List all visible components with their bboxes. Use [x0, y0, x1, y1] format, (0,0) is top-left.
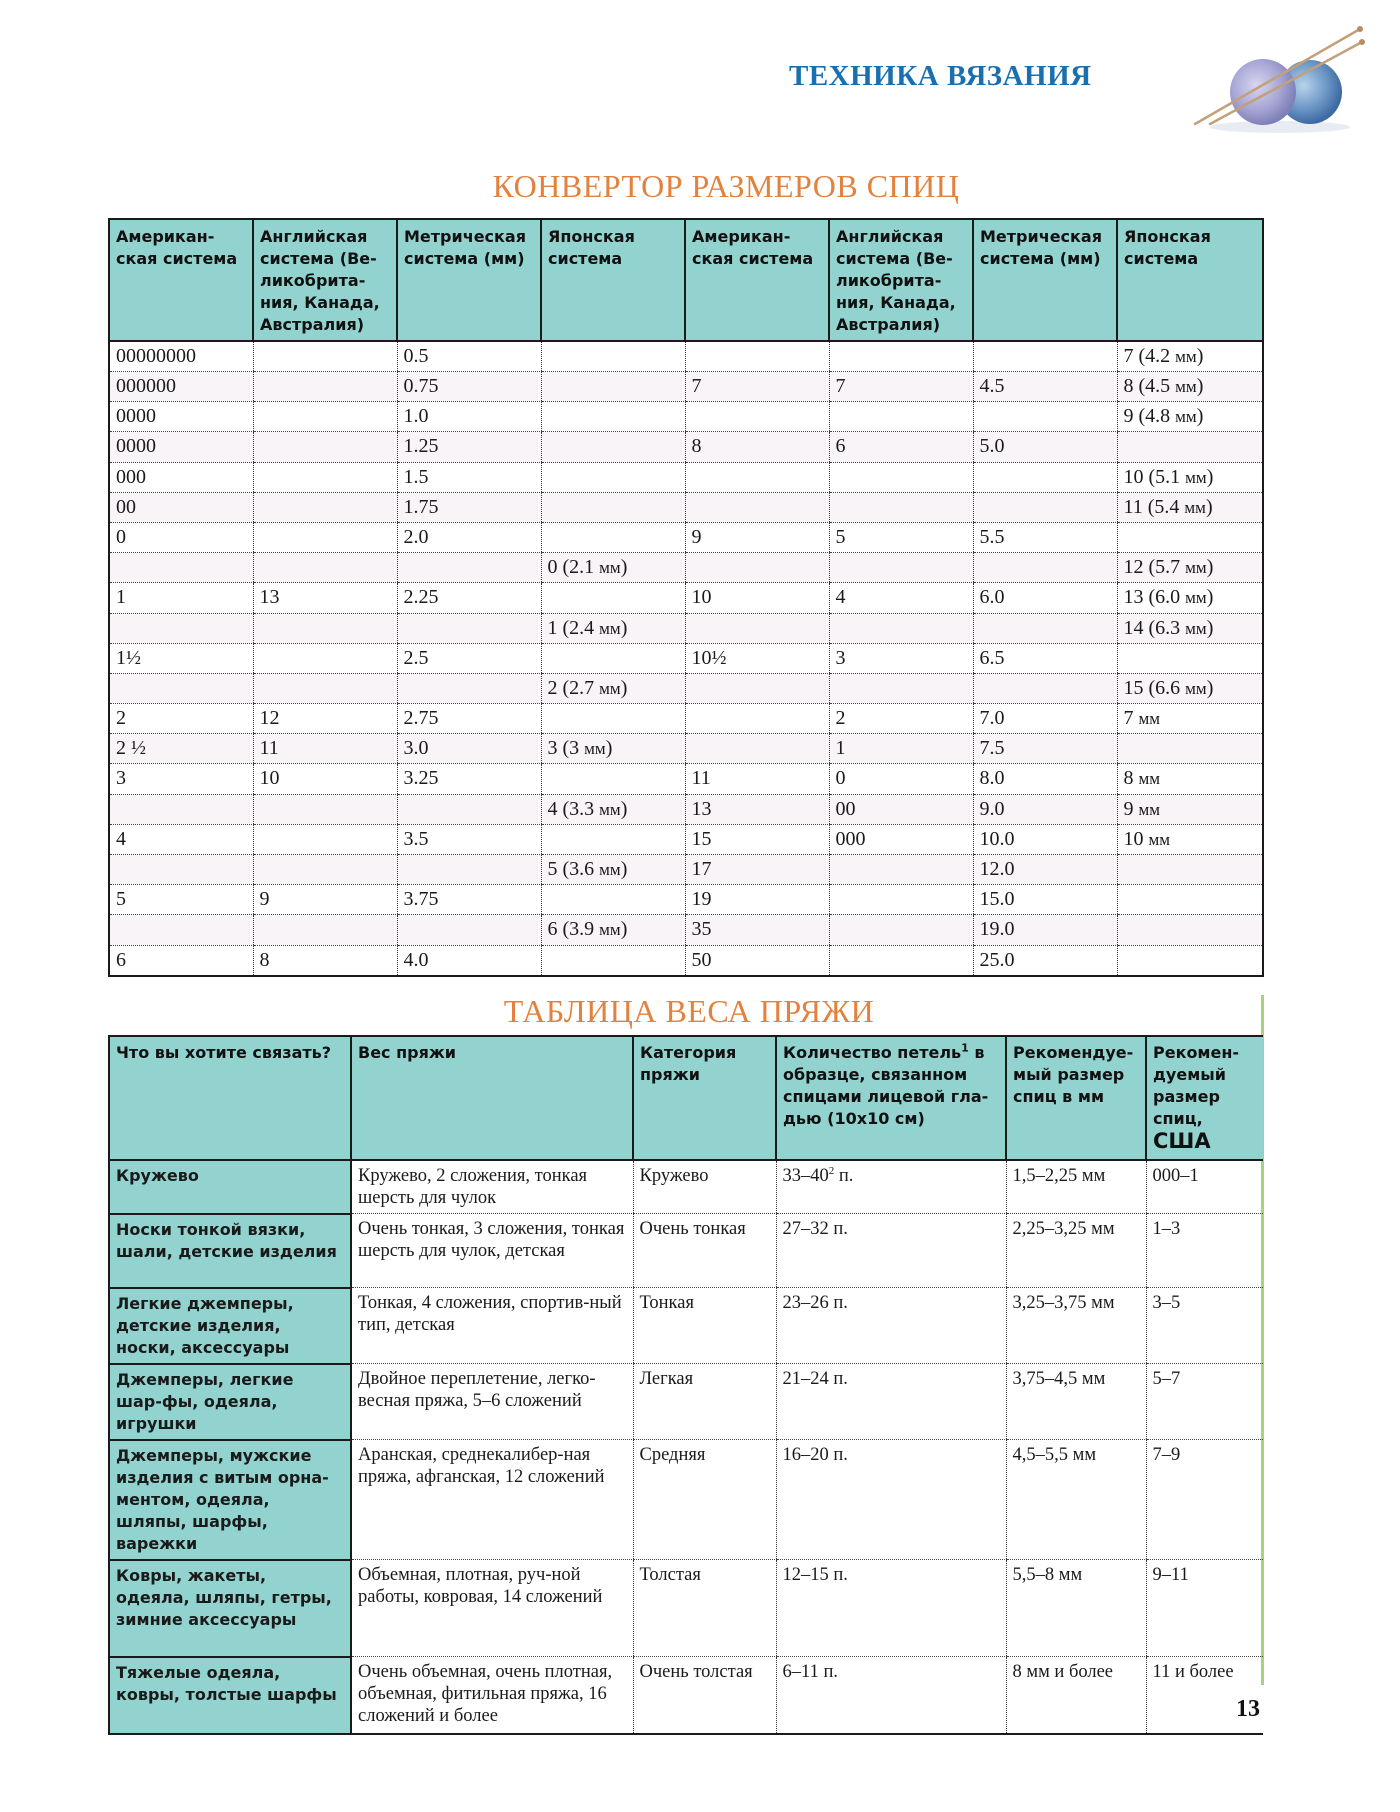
table-cell: 4.0	[397, 945, 541, 976]
table-cell	[109, 673, 253, 703]
needle-us-cell: 000–1	[1146, 1160, 1263, 1214]
table-row	[109, 1288, 1263, 1364]
col-header-gauge: Количество петель$^1$ в образце, связанном спицами лицевой гла-дью (10x10 см)	[776, 1036, 1006, 1160]
needle-converter-table	[108, 218, 1264, 977]
col-header-japan: Японская система	[541, 219, 685, 341]
table-cell	[685, 734, 829, 764]
table-cell: 13 (6.0 мм)	[1117, 583, 1263, 613]
table-row	[109, 1657, 1263, 1734]
table-cell	[685, 553, 829, 583]
table-cell	[973, 462, 1117, 492]
table-cell	[829, 341, 973, 372]
table-cell: 9	[253, 885, 397, 915]
table-cell	[1117, 643, 1263, 673]
table-cell: 0000	[109, 432, 253, 462]
needle-mm-cell: 1,5–2,25 мм	[1006, 1160, 1146, 1214]
table-row	[109, 704, 1263, 734]
table-cell: 17	[685, 855, 829, 885]
table-cell: 5.5	[973, 522, 1117, 552]
table-cell: 15	[685, 824, 829, 854]
table-cell	[973, 341, 1117, 372]
table-cell	[541, 764, 685, 794]
table-cell: 9	[685, 522, 829, 552]
table-cell: 1 (2.4 мм)	[541, 613, 685, 643]
col-header-metric: Метрическая система (мм)	[397, 219, 541, 341]
header-row	[109, 219, 1263, 341]
table-cell: 12	[253, 704, 397, 734]
gauge-cell: 6–11 п.	[776, 1657, 1006, 1734]
needle-mm-cell: 5,5–8 мм	[1006, 1560, 1146, 1657]
category-cell: Тонкая	[633, 1288, 776, 1364]
table-cell: 0	[829, 764, 973, 794]
table-cell: 14 (6.3 мм)	[1117, 613, 1263, 643]
table-cell: 6	[829, 432, 973, 462]
table-cell	[541, 885, 685, 915]
needle-mm-cell: 3,75–4,5 мм	[1006, 1364, 1146, 1440]
category-cell: Кружево	[633, 1160, 776, 1214]
table-cell: 5 (3.6 мм)	[541, 855, 685, 885]
table-cell: 3.5	[397, 824, 541, 854]
table-row	[109, 372, 1263, 402]
table-cell: 6 (3.9 мм)	[541, 915, 685, 945]
table-row	[109, 522, 1263, 552]
table-cell: 35	[685, 915, 829, 945]
gauge-cell: 27–32 п.	[776, 1214, 1006, 1288]
table-cell: 2	[109, 704, 253, 734]
table-row	[109, 855, 1263, 885]
needle-us-cell: 7–9	[1146, 1440, 1263, 1560]
needle-us-cell: 5–7	[1146, 1364, 1263, 1440]
table-cell: 1	[109, 583, 253, 613]
table-cell: 2.75	[397, 704, 541, 734]
table-row	[109, 1364, 1263, 1440]
table-cell: 11 (5.4 мм)	[1117, 492, 1263, 522]
table-cell	[973, 402, 1117, 432]
table-cell: 11	[253, 734, 397, 764]
table-cell: 000	[829, 824, 973, 854]
table-cell	[973, 492, 1117, 522]
gauge-cell: 16–20 п.	[776, 1440, 1006, 1560]
table-row	[109, 492, 1263, 522]
table-cell: 19.0	[973, 915, 1117, 945]
table-cell: 13	[685, 794, 829, 824]
needle-mm-cell: 3,25–3,75 мм	[1006, 1288, 1146, 1364]
table-cell: 2.0	[397, 522, 541, 552]
category-cell: Средняя	[633, 1440, 776, 1560]
running-head: ТЕХНИКА ВЯЗАНИЯ	[789, 60, 1092, 92]
table-cell	[253, 402, 397, 432]
col-header-us: Американ-ская система	[109, 219, 253, 341]
table-cell: 7	[685, 372, 829, 402]
project-cell: Тяжелые одеяла, ковры, толстые шарфы	[109, 1657, 351, 1734]
table-cell	[829, 945, 973, 976]
col-header-metric: Метрическая система (мм)	[973, 219, 1117, 341]
table-cell	[829, 673, 973, 703]
project-cell: Ковры, жакеты, одеяла, шляпы, гетры, зимние аксессуары	[109, 1560, 351, 1657]
table-cell: 2 ½	[109, 734, 253, 764]
yarn-weight-cell: Двойное переплетение, легко-весная пряжа, 5–6 сложений	[351, 1364, 633, 1440]
yarn-balls-icon	[1175, 22, 1375, 134]
table-cell	[685, 462, 829, 492]
table-row	[109, 432, 1263, 462]
table-cell	[685, 492, 829, 522]
table-cell: 1½	[109, 643, 253, 673]
yarn-weight-cell: Тонкая, 4 сложения, спортив-ный тип, детская	[351, 1288, 633, 1364]
footnote-marker: 2	[828, 1164, 835, 1177]
table-cell: 1.25	[397, 432, 541, 462]
table-cell: 2 (2.7 мм)	[541, 673, 685, 703]
table-cell: 8 мм	[1117, 764, 1263, 794]
table-cell: 5	[109, 885, 253, 915]
yarn-weight-cell: Объемная, плотная, руч-ной работы, ковровая, 14 сложений	[351, 1560, 633, 1657]
table-cell: 1.0	[397, 402, 541, 432]
needle-us-cell: 3–5	[1146, 1288, 1263, 1364]
table-cell: 4 (3.3 мм)	[541, 794, 685, 824]
col-header-category: Категория пряжи	[633, 1036, 776, 1160]
table-cell: 3.25	[397, 764, 541, 794]
table-cell: 50	[685, 945, 829, 976]
table-cell	[397, 673, 541, 703]
table-cell: 10	[253, 764, 397, 794]
table-cell	[397, 613, 541, 643]
table-cell	[109, 553, 253, 583]
table-cell: 3.75	[397, 885, 541, 915]
table-cell: 10½	[685, 643, 829, 673]
table-cell	[541, 492, 685, 522]
yarn-weight-cell: Очень тонкая, 3 сложения, тонкая шерсть для чулок, детская	[351, 1214, 633, 1288]
col-header-needle-us: Рекомен-дуемый размер спиц, США	[1146, 1036, 1263, 1160]
table-cell	[829, 915, 973, 945]
table-cell: 10 (5.1 мм)	[1117, 462, 1263, 492]
table-cell	[829, 613, 973, 643]
gauge-cell: 21–24 п.	[776, 1364, 1006, 1440]
table-cell: 8	[253, 945, 397, 976]
table-row	[109, 764, 1263, 794]
footnote-marker: 1	[961, 1041, 969, 1055]
category-cell: Толстая	[633, 1560, 776, 1657]
table-row	[109, 1214, 1263, 1288]
table-cell: 15 (6.6 мм)	[1117, 673, 1263, 703]
table-cell: 1.5	[397, 462, 541, 492]
table-row	[109, 794, 1263, 824]
table-cell	[829, 462, 973, 492]
table-cell	[109, 613, 253, 643]
table-cell	[541, 372, 685, 402]
table-row	[109, 553, 1263, 583]
table-cell	[829, 885, 973, 915]
table-cell: 9 мм	[1117, 794, 1263, 824]
project-cell: Джемперы, легкие шар-фы, одеяла, игрушки	[109, 1364, 351, 1440]
table-row	[109, 915, 1263, 945]
yarn-weight-cell: Аранская, среднекалибер-ная пряжа, афганская, 12 сложений	[351, 1440, 633, 1560]
gauge-cell: $33-40^2$ п.	[776, 1160, 1006, 1214]
page-number: 13	[1236, 1696, 1260, 1722]
table-cell	[109, 915, 253, 945]
table-row	[109, 734, 1263, 764]
yarn-weight-title: ТАБЛИЦА ВЕСА ПРЯЖИ	[503, 993, 875, 1029]
table-row	[109, 1160, 1263, 1214]
table-cell: 000000	[109, 372, 253, 402]
table-cell: 9 (4.8 мм)	[1117, 402, 1263, 432]
table-cell: 7 (4.2 мм)	[1117, 341, 1263, 372]
gauge-cell: 23–26 п.	[776, 1288, 1006, 1364]
col-header-uk: Английская система (Ве-ликобрита-ния, Канада, Австралия)	[829, 219, 973, 341]
yarn-weight-cell: Кружево, 2 сложения, тонкая шерсть для чулок	[351, 1160, 633, 1214]
table-cell: 5	[829, 522, 973, 552]
table-cell	[397, 855, 541, 885]
table-cell: 2.5	[397, 643, 541, 673]
table-cell	[253, 522, 397, 552]
table-cell	[973, 613, 1117, 643]
table-cell: 0 (2.1 мм)	[541, 553, 685, 583]
table-cell	[829, 492, 973, 522]
table-row	[109, 341, 1263, 372]
table-cell	[541, 462, 685, 492]
table-cell	[685, 613, 829, 643]
table-cell: 12.0	[973, 855, 1117, 885]
table-row	[109, 402, 1263, 432]
col-header-uk: Английская система (Ве-ликобрита-ния, Канада, Австралия)	[253, 219, 397, 341]
table-cell	[109, 855, 253, 885]
table-cell	[253, 794, 397, 824]
table-row	[109, 1440, 1263, 1560]
table-cell	[541, 402, 685, 432]
table-cell	[541, 341, 685, 372]
yarn-weight-table	[108, 1035, 1263, 1735]
table-cell: 3.0	[397, 734, 541, 764]
table-cell: 0	[109, 522, 253, 552]
table-cell	[1117, 522, 1263, 552]
project-cell: Кружево	[109, 1160, 351, 1214]
table-cell: 000	[109, 462, 253, 492]
gauge-cell: 12–15 п.	[776, 1560, 1006, 1657]
table-cell: 4	[829, 583, 973, 613]
table-cell: 7.0	[973, 704, 1117, 734]
table-cell: 7.5	[973, 734, 1117, 764]
needle-converter-title: КОНВЕРТОР РАЗМЕРОВ СПИЦ	[492, 168, 960, 204]
table-cell: 00000000	[109, 341, 253, 372]
table-row	[109, 824, 1263, 854]
table-cell	[541, 522, 685, 552]
table-row	[109, 583, 1263, 613]
table-cell: 1	[829, 734, 973, 764]
table-cell	[253, 462, 397, 492]
table-cell	[541, 432, 685, 462]
table-cell: 10	[685, 583, 829, 613]
table-cell: 0000	[109, 402, 253, 432]
table-cell: 5.0	[973, 432, 1117, 462]
table-cell	[541, 643, 685, 673]
table-cell	[253, 553, 397, 583]
table-cell: 4	[109, 824, 253, 854]
table-cell: 4.5	[973, 372, 1117, 402]
category-cell: Очень тонкая	[633, 1214, 776, 1288]
table-cell	[253, 341, 397, 372]
table-cell	[1117, 945, 1263, 976]
table-cell	[253, 613, 397, 643]
needle-us-cell: 9–11	[1146, 1560, 1263, 1657]
table-cell	[541, 824, 685, 854]
table-cell	[253, 643, 397, 673]
needle-us-cell: 1–3	[1146, 1214, 1263, 1288]
table-cell: 7 мм	[1117, 704, 1263, 734]
table-cell	[1117, 855, 1263, 885]
table-cell: 25.0	[973, 945, 1117, 976]
needle-mm-cell: 4,5–5,5 мм	[1006, 1440, 1146, 1560]
col-header-japan: Японская система	[1117, 219, 1263, 341]
table-cell: 00	[829, 794, 973, 824]
table-cell	[253, 372, 397, 402]
table-cell: 19	[685, 885, 829, 915]
table-cell	[685, 402, 829, 432]
header-row	[109, 1036, 1263, 1160]
table-cell: 3	[109, 764, 253, 794]
col-header-needle-mm: Рекомендуе-мый размер спиц в мм	[1006, 1036, 1146, 1160]
table-cell	[685, 673, 829, 703]
table-cell: 0.75	[397, 372, 541, 402]
table-cell: 10 мм	[1117, 824, 1263, 854]
project-cell: Легкие джемперы, детские изделия, носки, аксессуары	[109, 1288, 351, 1364]
project-cell: Носки тонкой вязки, шали, детские изделия	[109, 1214, 351, 1288]
yarn-weight-cell: Очень объемная, очень плотная, объемная, фитильная пряжа, 16 сложений и более	[351, 1657, 633, 1734]
table-cell	[397, 915, 541, 945]
col-header-weight: Вес пряжи	[351, 1036, 633, 1160]
table-cell: 15.0	[973, 885, 1117, 915]
table-cell: 8	[685, 432, 829, 462]
table-cell	[685, 341, 829, 372]
table-cell: 7	[829, 372, 973, 402]
table-cell: 1.75	[397, 492, 541, 522]
yarn-table-body	[109, 1160, 1263, 1734]
table-cell: 9.0	[973, 794, 1117, 824]
table-cell	[253, 824, 397, 854]
col-header-us: Американ-ская система	[685, 219, 829, 341]
table-cell: 3	[829, 643, 973, 673]
table-cell	[1117, 915, 1263, 945]
table-cell	[1117, 432, 1263, 462]
table-cell	[397, 553, 541, 583]
table-cell	[541, 945, 685, 976]
table-cell: 00	[109, 492, 253, 522]
table-cell: 13	[253, 583, 397, 613]
table-cell	[253, 673, 397, 703]
needle-us-cell: 11 и более	[1146, 1657, 1263, 1734]
table-cell	[253, 492, 397, 522]
table-row	[109, 643, 1263, 673]
table-cell	[541, 583, 685, 613]
needle-mm-cell: 8 мм и более	[1006, 1657, 1146, 1734]
table-cell: 2.25	[397, 583, 541, 613]
needle-table-body	[109, 341, 1263, 976]
table-cell: 3 (3 мм)	[541, 734, 685, 764]
table-cell	[1117, 734, 1263, 764]
table-cell	[829, 553, 973, 583]
category-cell: Легкая	[633, 1364, 776, 1440]
table-row	[109, 613, 1263, 643]
table-cell: 6.5	[973, 643, 1117, 673]
table-cell: 2	[829, 704, 973, 734]
table-cell	[109, 794, 253, 824]
table-cell	[253, 432, 397, 462]
table-row	[109, 945, 1263, 976]
table-cell	[829, 855, 973, 885]
table-cell: 12 (5.7 мм)	[1117, 553, 1263, 583]
table-cell	[253, 855, 397, 885]
table-cell: 10.0	[973, 824, 1117, 854]
table-cell	[1117, 885, 1263, 915]
table-cell: 6	[116, 948, 126, 971]
table-cell	[829, 402, 973, 432]
col-header-what: Что вы хотите связать?	[109, 1036, 351, 1160]
table-cell: 8.0	[973, 764, 1117, 794]
table-cell	[973, 553, 1117, 583]
needle-mm-cell: 2,25–3,25 мм	[1006, 1214, 1146, 1288]
table-cell	[973, 673, 1117, 703]
table-cell: 6.0	[973, 583, 1117, 613]
table-row	[109, 1560, 1263, 1657]
table-cell: 8 (4.5 мм)	[1117, 372, 1263, 402]
table-cell: 0.5	[397, 341, 541, 372]
table-cell	[397, 794, 541, 824]
table-row	[109, 885, 1263, 915]
category-cell: Очень толстая	[633, 1657, 776, 1734]
table-cell	[685, 704, 829, 734]
table-row	[109, 462, 1263, 492]
table-cell: 11	[685, 764, 829, 794]
table-cell	[253, 915, 397, 945]
table-cell	[541, 704, 685, 734]
project-cell: Джемперы, мужские изделия с витым орна-ментом, одеяла, шляпы, шарфы, варежки	[109, 1440, 351, 1560]
table-row	[109, 673, 1263, 703]
